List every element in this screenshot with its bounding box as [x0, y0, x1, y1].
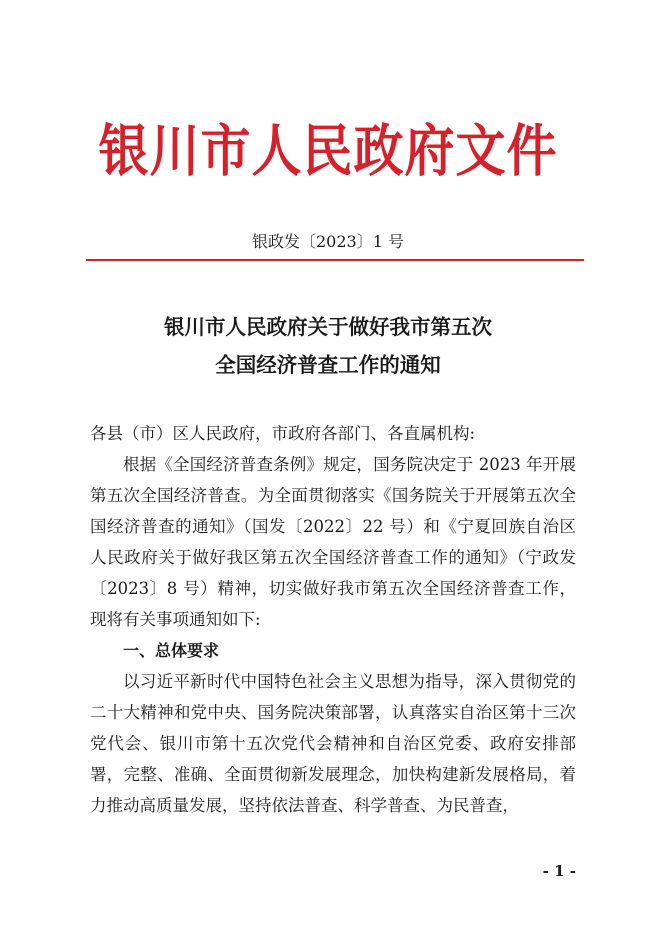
document-number: 银政发〔2023〕1 号: [252, 232, 404, 251]
page-number: - 1 -: [542, 862, 576, 880]
document-body: [90, 418, 576, 821]
issuing-authority-header: 银川市人民政府文件: [98, 118, 558, 185]
section-paragraph: 以习近平新时代中国特色社会主义思想为指导，深入贯彻党的二十大精神和党中央、国务院决策部署，认真落实自治区第十三次党代会、银川市第十五次党代会精神和自治区党委、政府安排部署，完整、准确、全面贯彻新发展理念，加快构建新发展格局，着力推动高质量发展，坚持依法普查、科学普查、为民普查，: [90, 672, 576, 815]
notice-title: [0, 308, 656, 384]
addressee-line: 各县（市）区人民政府，市政府各部门、各直属机构:: [90, 424, 476, 443]
intro-paragraph: 根据《全国经济普查条例》规定，国务院决定于 2023 年开展第五次全国经济普查。为全面贯彻落实《国务院关于开展第五次全国经济普查的通知》（国发〔2022〕22 号）和《宁夏回族自治区人民政府关于做好我区第五次全国经济普查工作的通知》（宁政发〔2023〕8 号）精神，切实做好我市第五次全国经济普查工作，现将有关事项通知如下:: [90, 455, 576, 629]
notice-title-line-2: 全国经济普查工作的通知: [215, 353, 441, 377]
notice-title-line-1: 银川市人民政府关于做好我市第五次: [164, 315, 492, 339]
red-divider-line: [86, 259, 584, 261]
section-heading: 一、总体要求: [123, 641, 220, 660]
